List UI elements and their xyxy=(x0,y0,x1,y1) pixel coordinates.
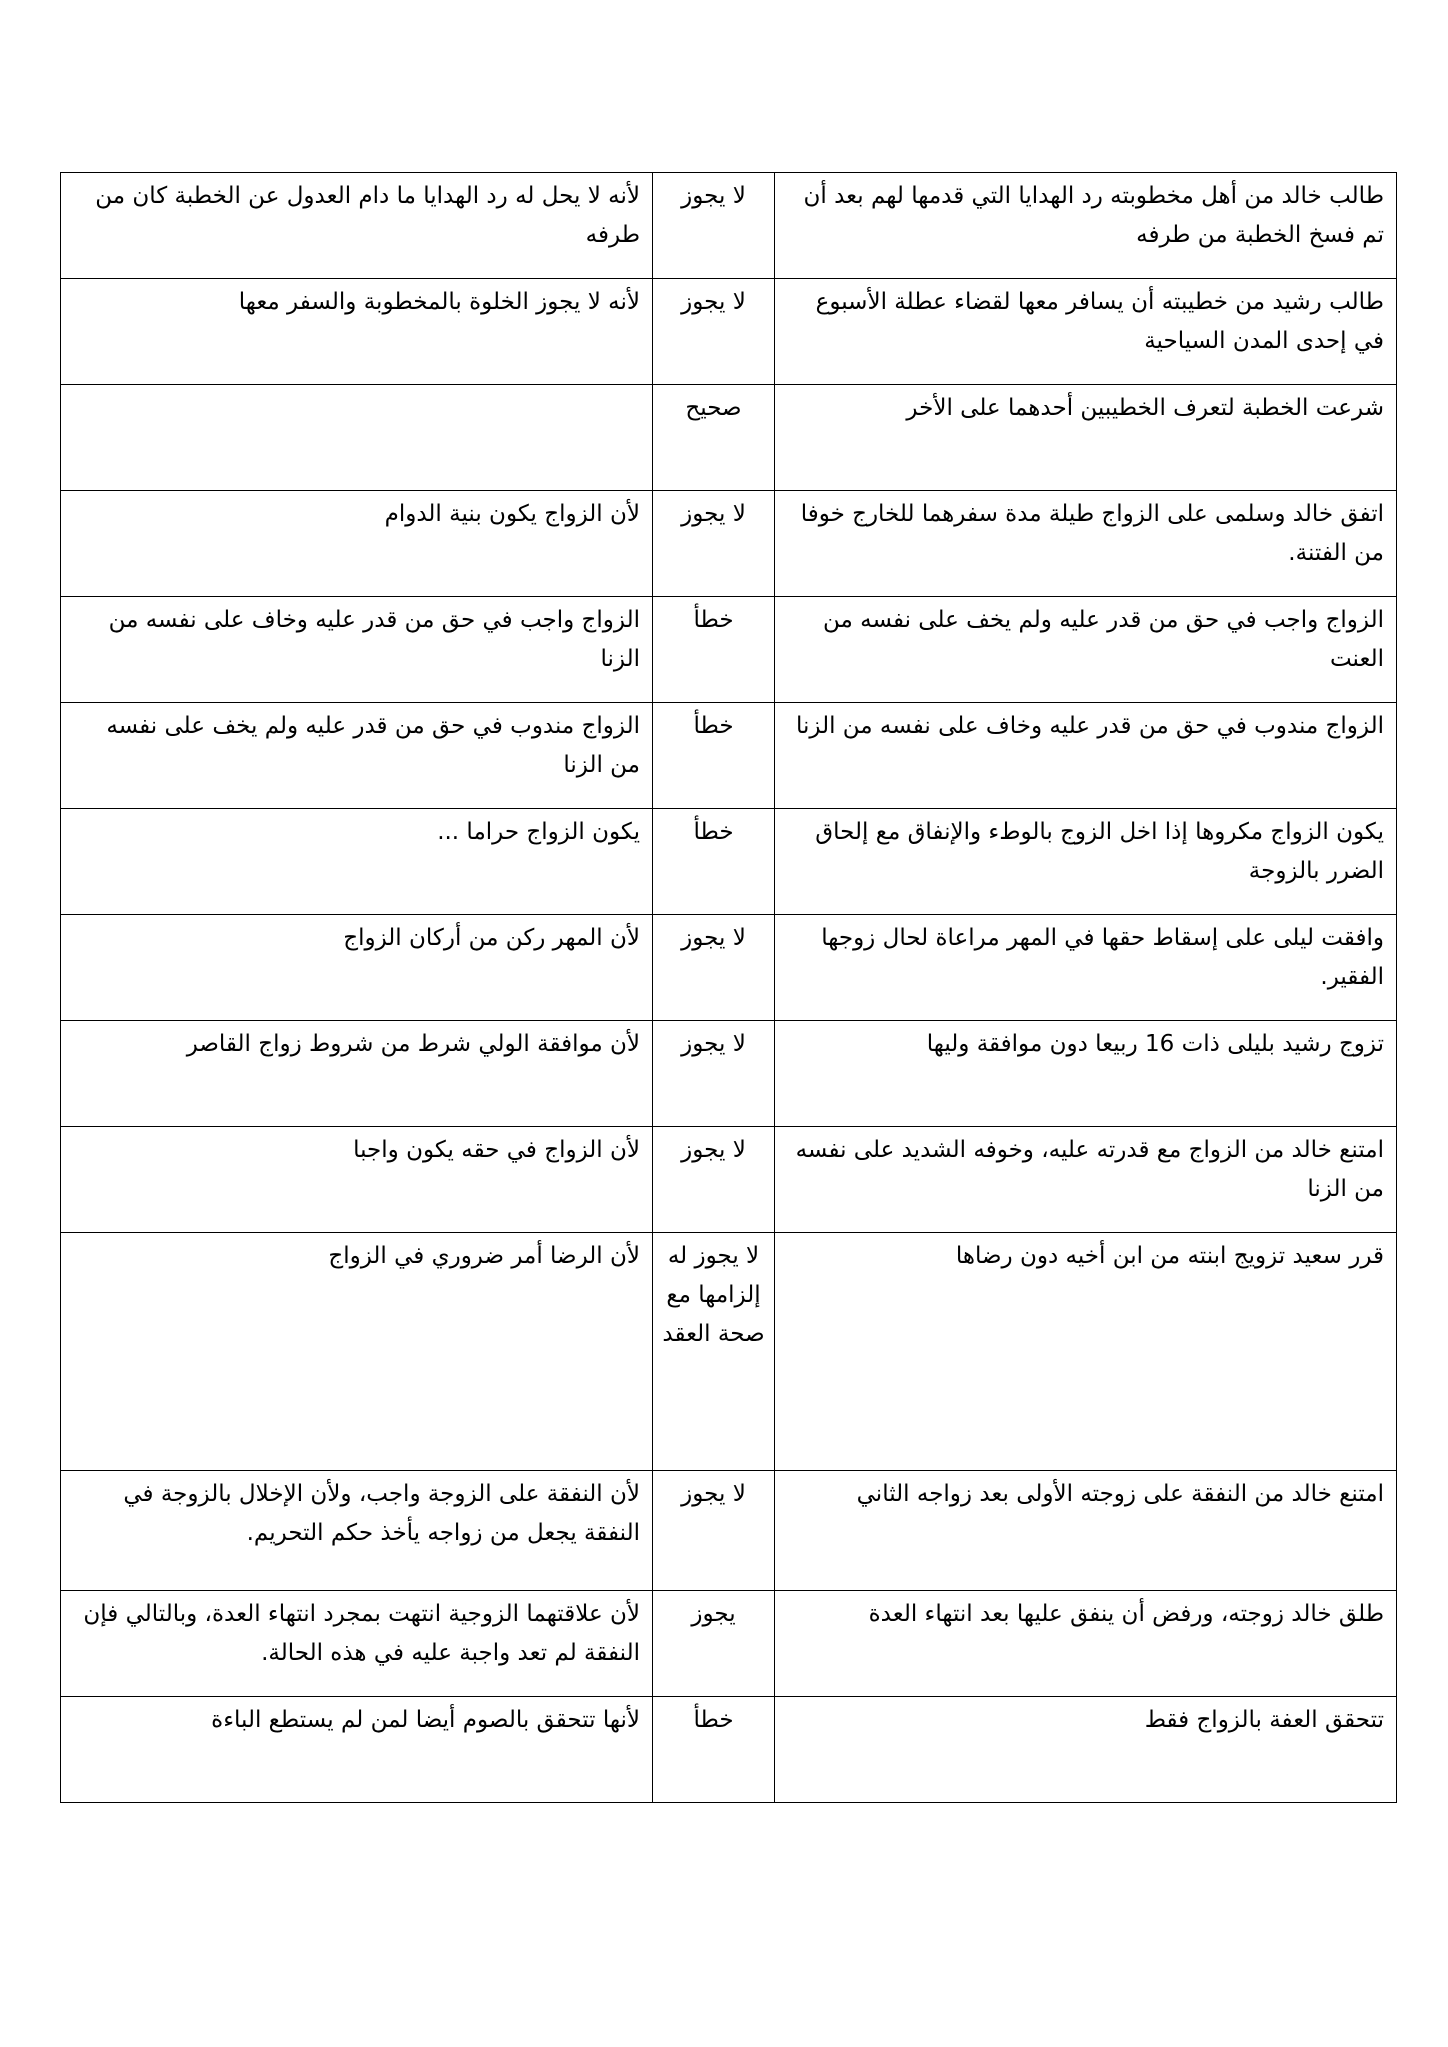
statement-cell: امتنع خالد من الزواج مع قدرته عليه، وخوفه الشديد على نفسه من الزنا xyxy=(775,1127,1397,1233)
verdict-cell: خطأ xyxy=(653,597,775,703)
verdict-cell: لا يجوز xyxy=(653,173,775,279)
reason-cell: لأن الرضا أمر ضروري في الزواج xyxy=(61,1233,653,1471)
statement-cell: تزوج رشيد بليلى ذات 16 ربيعا دون موافقة وليها xyxy=(775,1021,1397,1127)
table-row xyxy=(61,703,1397,809)
statement-cell: الزواج مندوب في حق من قدر عليه وخاف على نفسه من الزنا xyxy=(775,703,1397,809)
table-row xyxy=(61,491,1397,597)
reason-cell: لأنه لا يجوز الخلوة بالمخطوبة والسفر معها xyxy=(61,279,653,385)
verdict-cell: صحيح xyxy=(653,385,775,491)
table-row xyxy=(61,1697,1397,1803)
table-row xyxy=(61,915,1397,1021)
statement-cell: اتفق خالد وسلمى على الزواج طيلة مدة سفرهما للخارج خوفا من الفتنة. xyxy=(775,491,1397,597)
reason-cell: الزواج واجب في حق من قدر عليه وخاف على نفسه من الزنا xyxy=(61,597,653,703)
table-row xyxy=(61,1021,1397,1127)
verdict-cell: خطأ xyxy=(653,809,775,915)
statement-cell: الزواج واجب في حق من قدر عليه ولم يخف على نفسه من العنت xyxy=(775,597,1397,703)
statement-cell: يكون الزواج مكروها إذا اخل الزوج بالوطء والإنفاق مع إلحاق الضرر بالزوجة xyxy=(775,809,1397,915)
statement-cell: طالب رشيد من خطيبته أن يسافر معها لقضاء عطلة الأسبوع في إحدى المدن السياحية xyxy=(775,279,1397,385)
verdict-cell: خطأ xyxy=(653,1697,775,1803)
verdict-cell: خطأ xyxy=(653,703,775,809)
verdict-cell: لا يجوز xyxy=(653,279,775,385)
table-row xyxy=(61,1233,1397,1471)
table-row xyxy=(61,173,1397,279)
rulings-table xyxy=(60,172,1397,1803)
reason-cell: لأن الزواج في حقه يكون واجبا xyxy=(61,1127,653,1233)
table-row xyxy=(61,279,1397,385)
statement-cell: قرر سعيد تزويج ابنته من ابن أخيه دون رضاها xyxy=(775,1233,1397,1471)
table-row xyxy=(61,597,1397,703)
reason-cell: لأنه لا يحل له رد الهدايا ما دام العدول عن الخطبة كان من طرفه xyxy=(61,173,653,279)
statement-cell: امتنع خالد من النفقة على زوجته الأولى بعد زواجه الثاني xyxy=(775,1471,1397,1591)
reason-cell: لأنها تتحقق بالصوم أيضا لمن لم يستطع الباءة xyxy=(61,1697,653,1803)
table-row xyxy=(61,385,1397,491)
table-row xyxy=(61,1591,1397,1697)
verdict-cell: لا يجوز xyxy=(653,915,775,1021)
reason-cell: يكون الزواج حراما ... xyxy=(61,809,653,915)
table-row xyxy=(61,1471,1397,1591)
statement-cell: شرعت الخطبة لتعرف الخطيبين أحدهما على الأخر xyxy=(775,385,1397,491)
document-sheet xyxy=(60,172,1396,1803)
verdict-cell: لا يجوز xyxy=(653,1021,775,1127)
reason-cell: لأن الزواج يكون بنية الدوام xyxy=(61,491,653,597)
table-row xyxy=(61,1127,1397,1233)
verdict-cell: لا يجوز xyxy=(653,1127,775,1233)
reason-cell: لأن النفقة على الزوجة واجب، ولأن الإخلال بالزوجة في النفقة يجعل من زواجه يأخذ حكم التحريم. xyxy=(61,1471,653,1591)
verdict-cell: لا يجوز xyxy=(653,491,775,597)
reason-cell: لأن موافقة الولي شرط من شروط زواج القاصر xyxy=(61,1021,653,1127)
verdict-cell: يجوز xyxy=(653,1591,775,1697)
verdict-cell: لا يجوز له إلزامها مع صحة العقد xyxy=(653,1233,775,1471)
reason-cell: لأن المهر ركن من أركان الزواج xyxy=(61,915,653,1021)
reason-cell xyxy=(61,385,653,491)
statement-cell: طالب خالد من أهل مخطوبته رد الهدايا التي قدمها لهم بعد أن تم فسخ الخطبة من طرفه xyxy=(775,173,1397,279)
statement-cell: تتحقق العفة بالزواج فقط xyxy=(775,1697,1397,1803)
verdict-cell: لا يجوز xyxy=(653,1471,775,1591)
statement-cell: وافقت ليلى على إسقاط حقها في المهر مراعاة لحال زوجها الفقير. xyxy=(775,915,1397,1021)
reason-cell: الزواج مندوب في حق من قدر عليه ولم يخف على نفسه من الزنا xyxy=(61,703,653,809)
reason-cell: لأن علاقتهما الزوجية انتهت بمجرد انتهاء العدة، وبالتالي فإن النفقة لم تعد واجبة عليه في هذه الحالة. xyxy=(61,1591,653,1697)
statement-cell: طلق خالد زوجته، ورفض أن ينفق عليها بعد انتهاء العدة xyxy=(775,1591,1397,1697)
table-row xyxy=(61,809,1397,915)
